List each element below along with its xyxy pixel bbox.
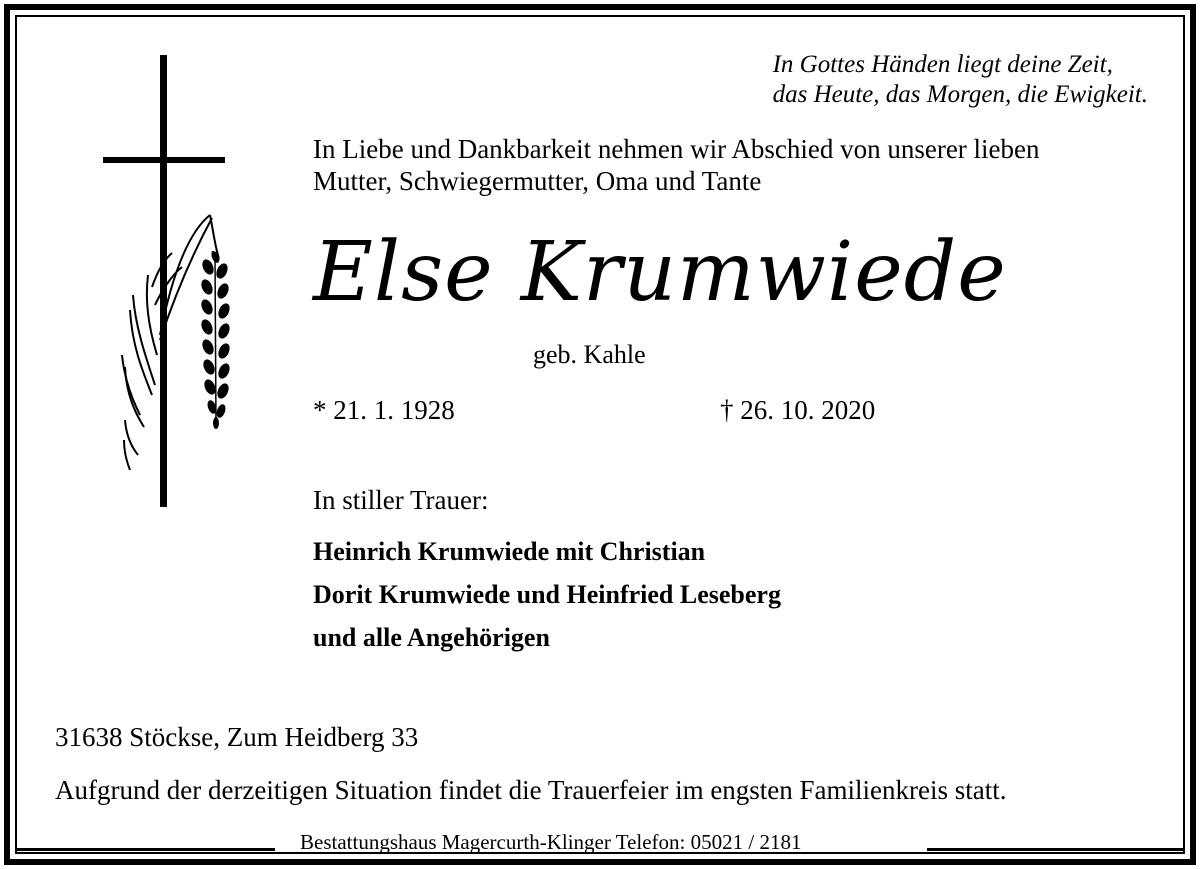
address: 31638 Stöckse, Zum Heidberg 33 bbox=[55, 722, 419, 752]
mourners-list bbox=[313, 530, 781, 659]
mourning-label: In stiller Trauer: bbox=[313, 485, 489, 515]
footer-rule-left bbox=[17, 848, 275, 851]
motto-line-2: das Heute, das Morgen, die Ewigkeit. bbox=[772, 81, 1148, 108]
footer-rule-right bbox=[927, 848, 1183, 851]
deceased-name: Else Krumwiede bbox=[313, 225, 1007, 320]
death-date: † 26. 10. 2020 bbox=[720, 395, 876, 425]
mourner-line: Dorit Krumwiede und Heinfried Leseberg bbox=[313, 580, 781, 609]
funeral-home-footer: Bestattungshaus Magercurth-Klinger Telefon: 05021 / 2181 bbox=[300, 830, 802, 854]
motto-verse bbox=[773, 50, 1148, 110]
intro-text bbox=[313, 133, 1040, 197]
birth-date: * 21. 1. 1928 bbox=[313, 395, 455, 425]
intro-line-2: Mutter, Schwiegermutter, Oma und Tante bbox=[313, 166, 762, 196]
maiden-name: geb. Kahle bbox=[533, 340, 646, 369]
funeral-notice: Aufgrund der derzeitigen Situation findet die Trauerfeier im engsten Familienkreis statt. bbox=[55, 775, 1007, 805]
mourner-line: Heinrich Krumwiede mit Christian bbox=[313, 537, 706, 566]
mourner-line: und alle Angehörigen bbox=[313, 623, 550, 652]
motto-line-1: In Gottes Händen liegt deine Zeit, bbox=[772, 51, 1113, 78]
cross-with-wheat-icon bbox=[100, 55, 240, 515]
intro-line-1: In Liebe und Dankbarkeit nehmen wir Abschied von unserer lieben bbox=[313, 134, 1040, 164]
